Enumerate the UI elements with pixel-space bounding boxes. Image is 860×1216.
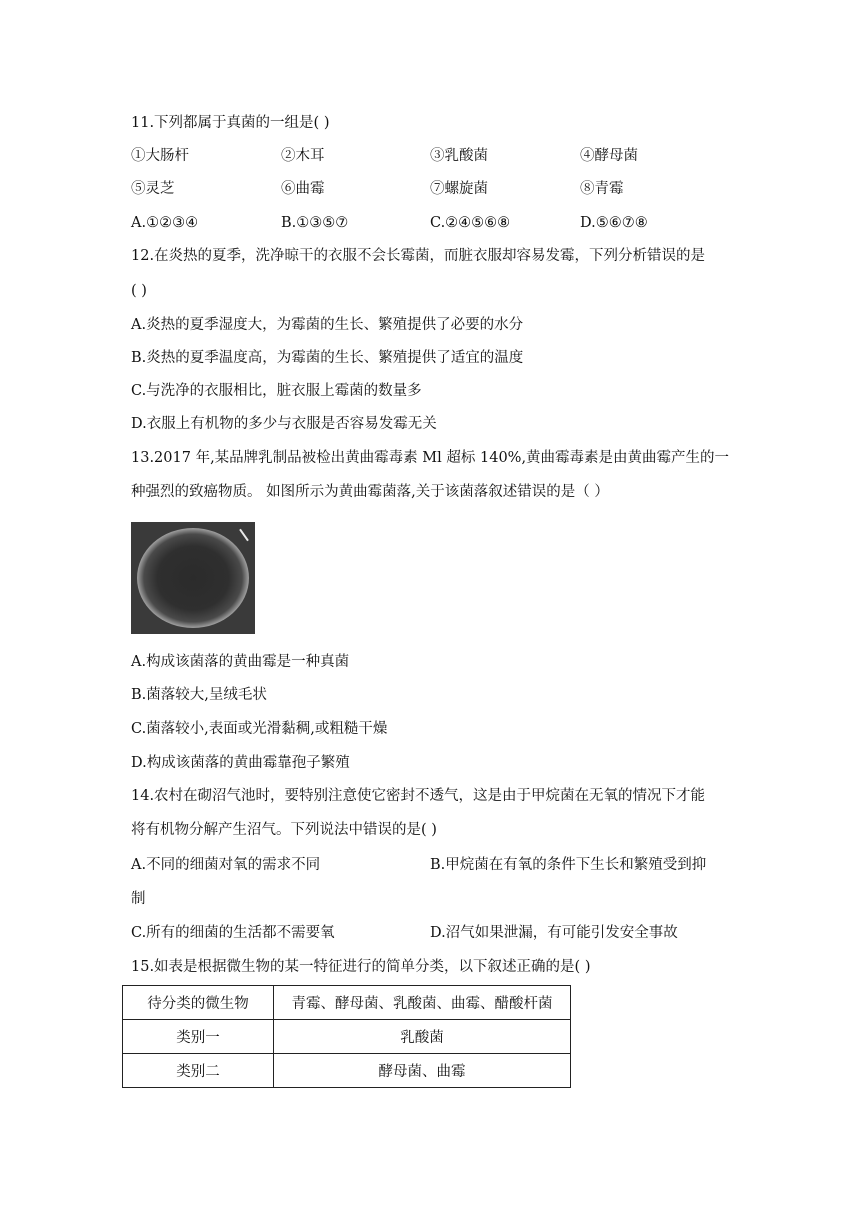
table-row xyxy=(123,986,571,1020)
photo-glint xyxy=(239,529,249,542)
classification-table xyxy=(122,985,571,1088)
q11-option-b: B.①③⑤⑦ xyxy=(281,215,349,231)
table-cell: 待分类的微生物 xyxy=(123,986,274,1020)
table-cell: 酵母菌、曲霉 xyxy=(274,1054,571,1088)
q13-option-b: B.菌落较大,呈绒毛状 xyxy=(131,687,267,703)
q11-stem: 11.下列都属于真菌的一组是( ) xyxy=(131,115,330,131)
table-row xyxy=(123,1020,571,1054)
q13-option-a: A.构成该菌落的黄曲霉是一种真菌 xyxy=(131,654,350,670)
q14-stem-line2: 将有机物分解产生沼气。下列说法中错误的是( ) xyxy=(131,822,437,838)
q14-option-d: D.沼气如果泄漏，有可能引发安全事故 xyxy=(430,925,678,941)
q15-stem: 15.如表是根据微生物的某一特征进行的简单分类，以下叙述正确的是( ) xyxy=(131,959,591,975)
q11-option-a: A.①②③④ xyxy=(131,215,199,231)
q13-option-d: D.构成该菌落的黄曲霉靠孢子繁殖 xyxy=(131,755,350,771)
q11-item-1: ①大肠杆 xyxy=(131,148,189,164)
q12-option-c: C.与洗净的衣服相比，脏衣服上霉菌的数量多 xyxy=(131,383,422,399)
q11-option-c: C.②④⑤⑥⑧ xyxy=(430,215,511,231)
q14-option-a: A.不同的细菌对氧的需求不同 xyxy=(131,857,321,873)
q12-stem-line2: ( ) xyxy=(131,283,147,299)
q11-item-3: ③乳酸菌 xyxy=(430,148,488,164)
q11-item-6: ⑥曲霉 xyxy=(281,181,325,197)
q12-option-a: A.炎热的夏季湿度大，为霉菌的生长、繁殖提供了必要的水分 xyxy=(131,317,524,333)
colony-ring xyxy=(137,528,249,628)
q14-option-c: C.所有的细菌的生活都不需要氧 xyxy=(131,925,335,941)
q13-option-c: C.菌落较小,表面或光滑黏稠,或粗糙干燥 xyxy=(131,721,388,737)
q13-stem-line1: 13.2017 年,某品牌乳制品被检出黄曲霉毒素 Ml 超标 140%,黄曲霉毒素是由黄曲霉产生的一 xyxy=(131,450,730,466)
q11-option-d: D.⑤⑥⑦⑧ xyxy=(580,215,648,231)
table-cell: 青霉、酵母菌、乳酸菌、曲霉、醋酸杆菌 xyxy=(274,986,571,1020)
q11-item-7: ⑦螺旋菌 xyxy=(430,181,488,197)
q12-option-d: D.衣服上有机物的多少与衣服是否容易发霉无关 xyxy=(131,416,437,432)
q12-option-b: B.炎热的夏季温度高，为霉菌的生长、繁殖提供了适宜的温度 xyxy=(131,350,524,366)
q14-option-b-wrap: 制 xyxy=(131,891,146,907)
aspergillus-colony-photo xyxy=(131,522,255,634)
table-cell: 类别二 xyxy=(123,1054,274,1088)
table-cell: 类别一 xyxy=(123,1020,274,1054)
q14-stem-line1: 14.农村在砌沼气池时，要特别注意使它密封不透气，这是由于甲烷菌在无氧的情况下才能 xyxy=(131,788,706,804)
q11-item-4: ④酵母菌 xyxy=(580,148,638,164)
q11-item-8: ⑧青霉 xyxy=(580,181,624,197)
table-row xyxy=(123,1054,571,1088)
q12-stem-line1: 12.在炎热的夏季，洗净晾干的衣服不会长霉菌，而脏衣服却容易发霉，下列分析错误的是 xyxy=(131,248,706,264)
q14-option-b: B.甲烷菌在有氧的条件下生长和繁殖受到抑 xyxy=(430,857,707,873)
q13-stem-line2: 种强烈的致癌物质。 如图所示为黄曲霉菌落,关于该菌落叙述错误的是（ ） xyxy=(131,484,609,500)
q11-item-2: ②木耳 xyxy=(281,148,325,164)
table-cell: 乳酸菌 xyxy=(274,1020,571,1054)
q11-item-5: ⑤灵芝 xyxy=(131,181,175,197)
